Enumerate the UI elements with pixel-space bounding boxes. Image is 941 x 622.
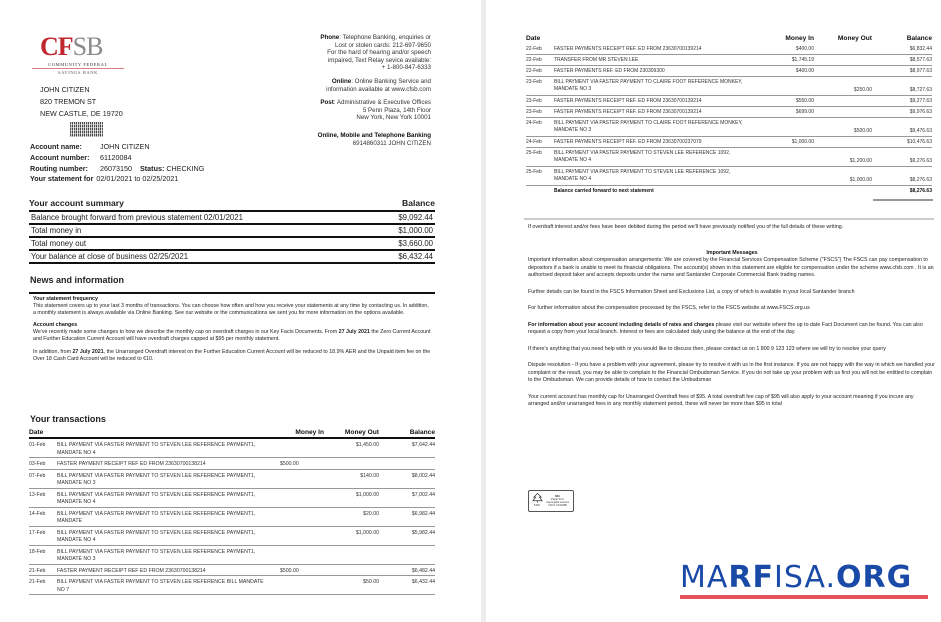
- contact-banking: [261, 132, 431, 147]
- summary-label: Total money out: [31, 239, 87, 248]
- news-title: News and information: [30, 275, 125, 285]
- header-money-out: Money Out: [837, 35, 872, 42]
- cell-money-in: $1,000.00: [791, 139, 814, 145]
- messages-heading: Important Messages: [706, 249, 758, 256]
- summary-balance-header: Balance: [402, 198, 435, 208]
- cell-date: 18-Feb: [29, 548, 46, 555]
- message-dispute: Dispute resolution - If you have a problem with your agreement, please try to resolve it with us in the first instance. If you are not happy with the way in which we handled your complaint or the result, you may be able to complain to the Financial Ombudsman Service. If you do not take up your problem with us first you will not be entitled to complain to the Ombudsman. We can provide details of how to contact the Umbudsman: [528, 362, 935, 383]
- cell-money-out: [328, 568, 383, 576]
- account-number-value: 61120084: [100, 152, 132, 162]
- message-fscs-details: Further details can be found in the FSCS Information Sheet and Exclusions List, a copy of which is available in your local Santander branch: [528, 288, 855, 295]
- rates-text: please visit our website where the up to date Fact Document can be found. You can also request a copy from your local branch. Interest or fees are calculated daily using the balance at the end of the day.: [528, 321, 923, 335]
- table-row: [526, 167, 932, 186]
- cell-balance: $6,482.44: [411, 567, 435, 574]
- message-contact: If there's anything that you need help with or you would like to discuss then, please contact us on 1 800 9 123 123 where we will try to resolve your query: [528, 345, 886, 352]
- cell-description: FASTER PAYMENTS RECEIPT REF. ED FROM 23630700139214: [554, 109, 702, 115]
- bank-logo: [40, 34, 116, 75]
- cell-money-out: [328, 461, 383, 469]
- cell-description: BILL PAYMENT VIA FASTER PAYMENT TO STEVEN LEE REFERENCE PAYMENT1, MANDATE NO 3: [57, 472, 256, 486]
- cell-balance: $5,982.44: [411, 529, 435, 536]
- status-label: Status:: [139, 163, 165, 173]
- cell-money-out: [814, 139, 872, 147]
- cell-money-out: [814, 188, 872, 197]
- watermark-part: MA: [680, 560, 729, 595]
- carry-forward-underline: [873, 199, 933, 201]
- cell-description: BILL PAYMENT VIA FASTER PAYMENT TO STEVEN LEE REFERENCE PAYMENT1, MANDATE: [57, 510, 256, 524]
- cell-money-in: $500.00: [280, 461, 299, 467]
- cell-money-in: [280, 442, 328, 457]
- cell-money-in: $400.00: [795, 46, 814, 52]
- cell-money-in: [280, 549, 328, 564]
- customer-street: 820 TREMON ST: [40, 97, 97, 106]
- fsc-text: [546, 495, 569, 508]
- cell-money-in: [760, 120, 814, 136]
- post-city-line: New York, New York 10001: [356, 114, 431, 122]
- fsc-code: FSC® C102088: [548, 504, 567, 508]
- table-row: [29, 458, 435, 470]
- table-row: [526, 148, 932, 167]
- header-balance: Balance: [906, 35, 932, 42]
- summary-row: [29, 238, 435, 251]
- watermark-underline: [680, 595, 928, 599]
- cell-date: 24-Feb: [526, 139, 542, 145]
- customer-city: NEW CASTLE, DE 19720: [40, 109, 123, 118]
- cell-balance: [383, 461, 435, 469]
- transactions-table-page-2: [526, 32, 932, 201]
- cell-balance: $8,577.63: [909, 57, 932, 63]
- cell-description: BILL PAYMENT VIA FASTER PAYMENT TO STEVEN LEE REFERENCE PAYMENT1, MANDATE NO 4: [57, 529, 256, 543]
- cell-description: BILL PAYMENT VIA FASTER PAYMENT TO CLAIRE FOOT REFERENCE MONKEY, MANDATE NO 3: [554, 79, 743, 92]
- customer-name: JOHN CITIZEN: [40, 85, 90, 94]
- cell-description: FASTER PAYMENTS RECEIPT REF. ED FROM 23630700237079: [554, 139, 702, 145]
- cell-money-in: [280, 511, 328, 526]
- logo-cf: CF: [40, 32, 73, 61]
- statement-page-2: [486, 0, 941, 622]
- cell-description: BILL PAYMENT VIA PASTER PAYMENT TO CLAIRE FOOT REFERENCE MONKEY, MANDATE NO 3: [554, 120, 743, 133]
- cell-date: 25-Feb: [526, 150, 542, 156]
- routing-number-label: Routing number:: [30, 163, 88, 173]
- cell-date: [526, 188, 554, 197]
- cell-date: 21-Feb: [29, 567, 46, 574]
- cell-money-out: [814, 98, 872, 106]
- summary-row: [29, 251, 435, 264]
- watermark-text: [680, 562, 932, 594]
- table-header: [29, 427, 435, 439]
- cell-date: 23-Feb: [526, 79, 542, 85]
- summary-row: [29, 212, 435, 225]
- watermark-part: ORG: [835, 560, 913, 595]
- account-number-label: Account number:: [30, 152, 90, 162]
- cell-date: 01-Feb: [29, 442, 46, 448]
- online-url: information available at www.cfsb.com: [326, 85, 431, 93]
- cell-description: FASTER PAYMENTS RECEIPT REF. ED FROM 23630700139214: [554, 46, 702, 52]
- cell-money-out: $1,450.00: [355, 442, 379, 448]
- cell-money-out: $250.00: [853, 87, 872, 93]
- cell-money-in: [280, 579, 328, 594]
- status-value: CHECKING: [166, 163, 205, 173]
- changes-text-part: the Zero Current Account and Further Education Current Account will have overdraft charges capped at $95 per monthly statement.: [33, 328, 431, 343]
- watermark-part: RF: [728, 560, 774, 595]
- cell-money-out: $50.00: [363, 579, 379, 585]
- phone-text: : Telephone Banking, enquiries or: [339, 34, 431, 41]
- cell-money-in: [280, 530, 328, 545]
- table-row: [29, 470, 435, 489]
- fsc-line2: responsible sources: [546, 501, 570, 504]
- cell-date: 13-Feb: [29, 491, 46, 498]
- online-label: Online: [331, 77, 352, 85]
- message-compensation: Important information about compensation arrangements: We are covered by the Financial Services Compensation Scheme ("FSCS") The FSCS can pay compensation to depositors if a bank is unable to meet its financial obligations. The account(s) shown in this statement are eligible for compensation under the scheme www.cfsb.com . It is an authorised deposit taker and accepts deposits under the name and Santander Corporate Commercial Bank trading names.: [528, 257, 934, 278]
- table-row: [526, 118, 932, 137]
- summary-row: [29, 225, 435, 238]
- cell-date: 07-Feb: [29, 472, 46, 479]
- cell-money-out: [814, 46, 872, 54]
- table-row: [526, 107, 932, 118]
- cell-money-in: [760, 169, 814, 185]
- banking-value: 6914860311 JOHN CITIZEN: [352, 139, 431, 147]
- cell-balance: $9,277.63: [909, 98, 932, 104]
- changes-text-2: [33, 349, 433, 363]
- cell-description: FASTER PAYMENT RECEIPT REF ED FROM 23630700138214: [57, 567, 206, 574]
- cell-money-in: [760, 150, 814, 166]
- post-address-line: 5 Penn Plaza, 14th Floor: [362, 106, 431, 114]
- cell-balance: $10,476.63: [906, 139, 932, 145]
- table-row: [526, 44, 932, 55]
- cell-description: BILL PAYMENT VIA PASTER PAYMENT TO STEVEN LEE REFERENCE 1092, MANDATE NO 4: [554, 169, 731, 182]
- news-content: [33, 296, 433, 368]
- fsc-line1: Paper from: [551, 497, 564, 501]
- summary-value: $9,092.44: [398, 213, 433, 222]
- cell-money-in: $699.00: [795, 109, 814, 115]
- cell-description: BILL PAYMENT VIA FASTER PAYMENT TO STEVEN LEE REFERENCE PAYMENT1, MANDATE NO 3: [57, 548, 256, 562]
- cell-date: 23-Feb: [526, 98, 542, 104]
- changes-date: 27 July 2021: [338, 328, 370, 335]
- cell-balance: $6,832.44: [909, 46, 932, 52]
- phone-label: Phone: [320, 34, 340, 41]
- summary-value: $1,000.00: [398, 226, 433, 235]
- cell-date: 23-Feb: [526, 109, 542, 115]
- cell-description: FASTER PAYMENT RECEIPT REF ED FROM 23630700138214: [57, 461, 206, 467]
- summary-label: Total money in: [31, 226, 82, 235]
- cell-money-out: [814, 109, 872, 117]
- cell-description: BILL PAYMENT VIA FASTER PAYMENT TO STEVEN LEE REFERENCE PAYMENT1, MANDATE NO 4: [57, 491, 256, 505]
- cell-money-in: $500.00: [280, 567, 299, 574]
- fsc-certification-badge: [528, 490, 574, 512]
- account-summary: [29, 198, 435, 264]
- table-header: [526, 32, 932, 44]
- table-row: [29, 576, 435, 595]
- cell-balance: $7,002.44: [411, 491, 435, 498]
- cell-date: 14-Feb: [29, 510, 46, 517]
- rates-lead: For information about your account including details of rates and charges: [528, 321, 715, 328]
- cell-date: 21-Feb: [29, 579, 46, 585]
- table-row: [526, 137, 932, 148]
- cell-date: 17-Feb: [29, 529, 46, 536]
- cell-description: BILL PAYMENT VIA PASTER PAYMENT TO STEVEN LEE REFERENCE 1092, MANDATE NO 4: [554, 150, 731, 163]
- cell-date: 24-Feb: [526, 120, 542, 126]
- table-row: [29, 508, 435, 527]
- message-fscs-website: For further information about the compensation processed by the FSCS, refer to the FSCS website at www.FSCS.org.us: [528, 305, 810, 311]
- carry-forward-value: $8,276.63: [909, 188, 932, 194]
- cell-date: 25-Feb: [526, 169, 542, 175]
- statement-period-row: [30, 174, 204, 185]
- cell-description: BILL PAYMENT VIA FASTER PAYMENT TO STEVEN LEE REFERENCE BILL MANDATE NO 7: [57, 579, 264, 593]
- changes-text-part: We've recently made some changes to how we describe the monthly cap on overdraft charges in our Key Facts Documents. From: [33, 328, 339, 335]
- cell-description: BILL PAYMENT VIA FASTER PAYMENT TO STEVEN LEE REFERENCE PAYMENT1, MANDATE NO 4: [57, 442, 256, 456]
- cell-money-out: [814, 68, 872, 76]
- account-details: [30, 142, 204, 185]
- routing-number-row: [30, 164, 204, 175]
- contact-online: [261, 78, 431, 93]
- changes-text-part: In addition, from: [33, 349, 73, 356]
- summary-label: Balance brought forward from previous statement 02/01/2021: [31, 213, 243, 222]
- changes-text-1: [33, 329, 433, 343]
- header-date: Date: [29, 429, 44, 436]
- section-divider: [524, 218, 934, 220]
- cell-description: FASTER PAYMENTS RECEIPT REF. ED FROM 23630700139214: [554, 98, 702, 104]
- bank-contact-info: [261, 34, 431, 147]
- cell-money-in: $550.00: [795, 98, 814, 104]
- statement-period-label: Your statement for: [30, 174, 94, 184]
- header-money-in: Money In: [785, 35, 814, 42]
- post-label: Post: [320, 99, 334, 107]
- cell-balance: [383, 549, 435, 564]
- cell-money-in: [760, 188, 814, 197]
- summary-header: [29, 198, 435, 212]
- carry-forward-row: [526, 186, 932, 197]
- table-row: [526, 55, 932, 66]
- cell-money-out: $1,000.00: [355, 529, 379, 536]
- routing-number-value: 26073150: [100, 163, 132, 173]
- customer-address: [40, 84, 123, 120]
- transactions-title: Your transactions: [30, 414, 106, 424]
- cell-money-out: $1,000.00: [849, 177, 872, 183]
- table-row: [29, 439, 435, 458]
- cell-balance: $7,642.44: [411, 442, 435, 448]
- statement-period-value: 02/01/2021 to 02/25/2021: [96, 174, 179, 184]
- cell-balance: $6,432.44: [411, 579, 435, 585]
- table-row: [29, 565, 435, 577]
- cell-balance: $6,982.44: [411, 510, 435, 517]
- account-number-row: [30, 153, 204, 164]
- account-name-label: Account name:: [30, 142, 82, 151]
- cell-balance: $9,476.63: [909, 128, 932, 134]
- summary-title: Your account summary: [29, 198, 124, 208]
- cell-money-out: $140.00: [360, 472, 379, 479]
- message-rates-charges: [528, 322, 936, 337]
- logo-line1: COMMUNITY FEDERAL: [48, 62, 108, 67]
- cell-date: 03-Feb: [29, 461, 46, 467]
- freq-heading: Your statement frequency: [33, 296, 98, 302]
- table-row: [29, 546, 435, 565]
- header-money-out: Money Out: [344, 429, 379, 436]
- post-text: : Administrative & Executive Offices: [333, 99, 431, 107]
- online-text: : Online Banking Service and: [351, 77, 431, 85]
- cell-money-in: [280, 473, 328, 488]
- phone-lost-cards: Lost or stolen cards: 212-697-9650: [335, 41, 431, 49]
- barcode-icon: [70, 122, 103, 137]
- table-row: [526, 66, 932, 77]
- cell-money-out: $500.00: [853, 128, 872, 134]
- freq-text: This statement covers up to your last 3 months of transactions. You can choose how often and how you receive your statements at any time by contacting us. In addition, a monthly statement is always available via Online Banking. See our website or the communications we sent you for more information on the options available.: [33, 303, 429, 317]
- fsc-mix: MIX: [555, 494, 560, 498]
- fsc-tree-icon: [531, 493, 543, 509]
- cell-description: TRANSFER FROM MR STEVEN LEE: [554, 57, 639, 63]
- table-row: [526, 96, 932, 107]
- banking-label: Online, Mobile and Telephone Banking: [317, 131, 431, 139]
- cell-money-out: $1,200.00: [849, 158, 872, 164]
- carry-forward-label: Balance carried forward to next statement: [554, 188, 654, 194]
- cell-balance: $9,976.63: [909, 109, 932, 115]
- changes-heading: Account changes: [33, 321, 78, 328]
- cell-date: 22-Feb: [526, 46, 542, 52]
- contact-phone: [261, 34, 431, 72]
- table-row: [29, 489, 435, 508]
- header-money-in: Money In: [295, 429, 324, 436]
- header-date: Date: [526, 35, 541, 42]
- cell-money-out: [328, 549, 383, 564]
- account-name-row: [30, 142, 204, 153]
- cell-balance: $8,727.63: [909, 87, 932, 93]
- phone-hearing: For the hard of hearing and/or speech: [327, 49, 431, 57]
- logo-line2: SAVINGS BANK: [58, 70, 98, 75]
- cell-money-in: [280, 492, 328, 507]
- marfisa-watermark: [680, 562, 932, 599]
- changes-date: 27 July 2021: [72, 349, 104, 356]
- cell-money-in: $1,745.19: [791, 57, 814, 63]
- cell-date: 22-Feb: [526, 68, 542, 74]
- cell-balance: $8,002.44: [411, 472, 435, 479]
- fsc-label: FSC: [534, 503, 540, 507]
- cell-date: 22-Feb: [526, 57, 542, 63]
- cell-money-in: $400.00: [795, 68, 814, 74]
- watermark-part: ISA.: [774, 560, 836, 595]
- summary-value: $6,432.44: [398, 252, 433, 261]
- contact-post: [261, 99, 431, 122]
- cell-balance: $8,276.63: [909, 177, 932, 183]
- table-row: [526, 77, 932, 96]
- logo-rule: [32, 68, 124, 69]
- important-messages: [528, 224, 936, 418]
- table-row: [29, 527, 435, 546]
- logo-sb: SB: [72, 32, 103, 61]
- changes-text-part: , the Unarranged Overdraft interest on the Further Education Current Account will be reduced to 18.9% AER and the Unpaid item fee on the Over 18 Cash Card Account will be reduced to €10.: [33, 349, 431, 363]
- cell-balance: $8,977.63: [909, 68, 932, 74]
- cell-description: FASTER PAYMENTS REF. ED FROM 230309300: [554, 68, 665, 74]
- summary-label: Your balance at close of business 02/25/2021: [31, 252, 189, 261]
- message-overdraft-cap: Your current account has monthly cap for Unarranged Overdraft fees of $95. A total overdraft fee cap of $95 will also apply to your account meaning if you incure any arranged and/or unarranged fees in any monthly statement period, these will never be more than $95 in total: [528, 393, 914, 407]
- cell-money-out: [814, 57, 872, 65]
- cell-balance: $9,276.63: [909, 158, 932, 164]
- phone-relay-number: + 1-800-847-6333: [381, 64, 431, 72]
- cell-money-out: $1,000.00: [355, 491, 379, 498]
- phone-text-relay: impaired, Text Relay sevice available:: [327, 56, 431, 64]
- account-name-value: JOHN CITIZEN: [100, 142, 150, 151]
- summary-value: $3,660.00: [398, 239, 433, 248]
- header-balance: Balance: [409, 429, 435, 436]
- cell-money-out: $20.00: [363, 510, 379, 517]
- cell-money-in: [760, 79, 814, 95]
- overdraft-note: If overdraft interest and/or fees have been debited during the period we'll have previously notified you of the full details of these writing.: [528, 224, 844, 230]
- transactions-table-page-1: [29, 427, 435, 595]
- news-divider: [29, 292, 435, 294]
